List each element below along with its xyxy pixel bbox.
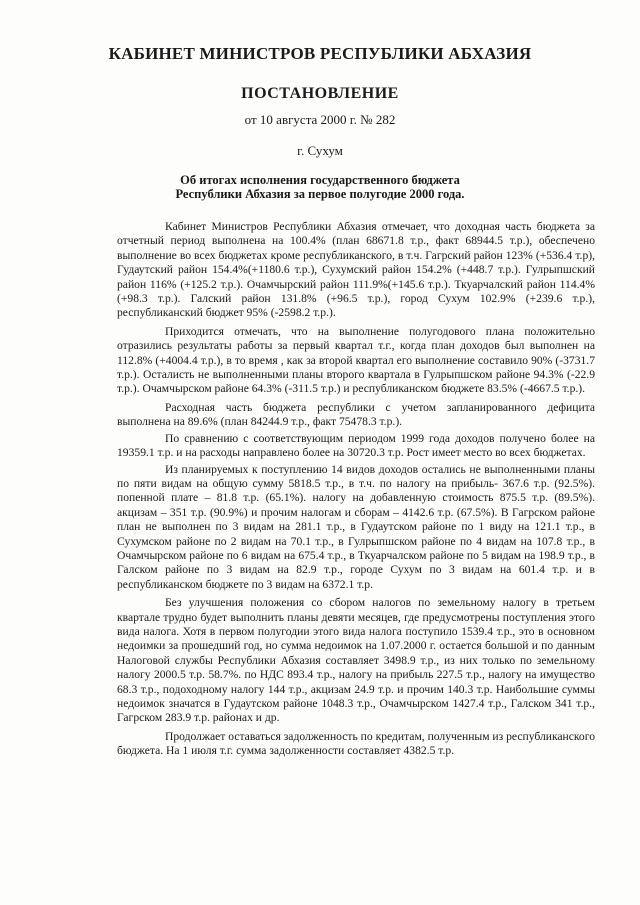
body-paragraph-7: Продолжает оставаться задолженность по кредитам, полученным из республиканского бюджета. На 1 июля т.г. сумма задолженности составляет 4382.5 т.р. — [117, 729, 595, 758]
body-paragraph-6: Без улучшения положения со сбором налогов по земельному налогу в третьем квартале трудно будет выполнить планы девяти месяцев, где предусмотрены поступления этого вида налога. Хотя в первом полугодии этого вида налога поступило 1539.4 т.р., это в основном недоимки за прошедший год, но сумма недоимок на 1.07.2000 г. остается большой и по данным Налоговой службы Республики Абхазия составляет 3498.9 т.р., из них только по земельному налогу 2000.5 т.р. 58.7%. по НДС 893.4 т.р., налогу на прибыль 227.5 т.р., налогу на имущество 68.3 т.р., подоходному налогу 144 т.р., акцизам 24.9 т.р. и прочим 140.3 т.р. Наибольшие суммы недоимок значатся в Гудаутском районе 1048.3 т.р., Очамчырском 1427.4 т.р., Галском 341 т.р., Гагрском 283.9 т.р. районах и др. — [117, 596, 595, 725]
document-subject — [0, 173, 640, 201]
document-date-number: от 10 августа 2000 г. № 282 — [244, 112, 396, 127]
body-paragraph-5: Из планируемых к поступлению 14 видов доходов остались не выполненными планы по пяти видам на общую сумму 5818.5 т.р., в т.ч. по налогу на прибыль- 367.6 т.р. (92.5%). попенной плате – 81.8 т.р. (65.1%). налогу на добавленную стоимость 875.5 т.р. (89.5%). акцизам – 351 т.р. (90.9%) и прочим налогам и сборам – 4142.6 т.р. (67.5%). В Гагрском районе план не выполнен по 3 видам на 281.1 т.р., в Гудаутском районе по 1 виду на 121.1 т.р., в Сухумском районе по 2 видам на 70.1 т.р., в Гулрыпшском районе по 4 видам на 107.8 т.р., в Очамчырском районе по 6 видам на 675.4 т.р., в Ткуарчалском районе по 5 видам на 198.9 т.р., в Галском районе по 3 видам на 82.9 т.р., городе Сухум по 3 видам на 601.4 т.р. и в республиканском бюджете по 3 видам на 6372.1 т.р. — [117, 462, 595, 591]
subject-line-1: Об итогах исполнения государственного бюджета — [180, 173, 460, 187]
subject-line-2: Республики Абхазия за первое полугодие 2000 года. — [175, 187, 465, 201]
document-body — [117, 220, 595, 763]
body-paragraph-4: По сравнению с соответствующим периодом 1999 года доходов получено более на 19359.1 т.р. и на расходы направлено более на 30720.3 т.р. Рост имеет место во всех бюджетах. — [117, 431, 595, 460]
document-type: ПОСТАНОВЛЕНИЕ — [241, 85, 399, 102]
body-paragraph-2: Приходится отмечать, что на выполнение полугодового плана положительно отразились результаты работы за первый квартал т.г., когда план доходов был выполнен на 112.8% (+4004.4 т.р.), в то время , как за второй квартал его выполнение составило 90% (-3731.7 т.р.). Осталисть не выполненными планы второго квартала в Гулрыпшском районе 94.3% (-22.9 т.р.). Очамчырском районе 64.3% (-311.5 т.р.) и республиканском бюджете 83.5% (-4667.5 т.р.). — [117, 324, 595, 396]
body-paragraph-3: Расходная часть бюджета республики с учетом запланированного дефицита выполнена на 89.6% (план 84244.9 т.р., факт 75478.3 т.р.). — [117, 400, 595, 429]
organization-title: КАБИНЕТ МИНИСТРОВ РЕСПУБЛИКИ АБХАЗИЯ — [108, 44, 532, 63]
document-city: г. Сухум — [297, 143, 343, 158]
body-paragraph-1: Кабинет Министров Республики Абхазия отмечает, что доходная часть бюджета за отчетный период выполнена на 100.4% (план 68671.8 т.р., факт 68944.5 т.р.), обеспечено выполнение во всех бюджетах кроме республиканского, в т.ч. Гагрский район 123% (+536.4 т.р), Гудаутский район 154.4%(+1180.6 т.р.), Сухумский район 154.2% (+448.7 т.р.). Гулрыпшский район 116% (+125.2 т.р.). Очамчырский район 111.9%(+145.6 т.р.). Ткуарчалский район 114.4% (+98.3 т.р.). Галский район 131.8% (+96.5 т.р.), город Сухум 102.9% (+239.6 т.р.), республиканский бюджет 95% (-2598.2 т.р.). — [117, 220, 595, 320]
